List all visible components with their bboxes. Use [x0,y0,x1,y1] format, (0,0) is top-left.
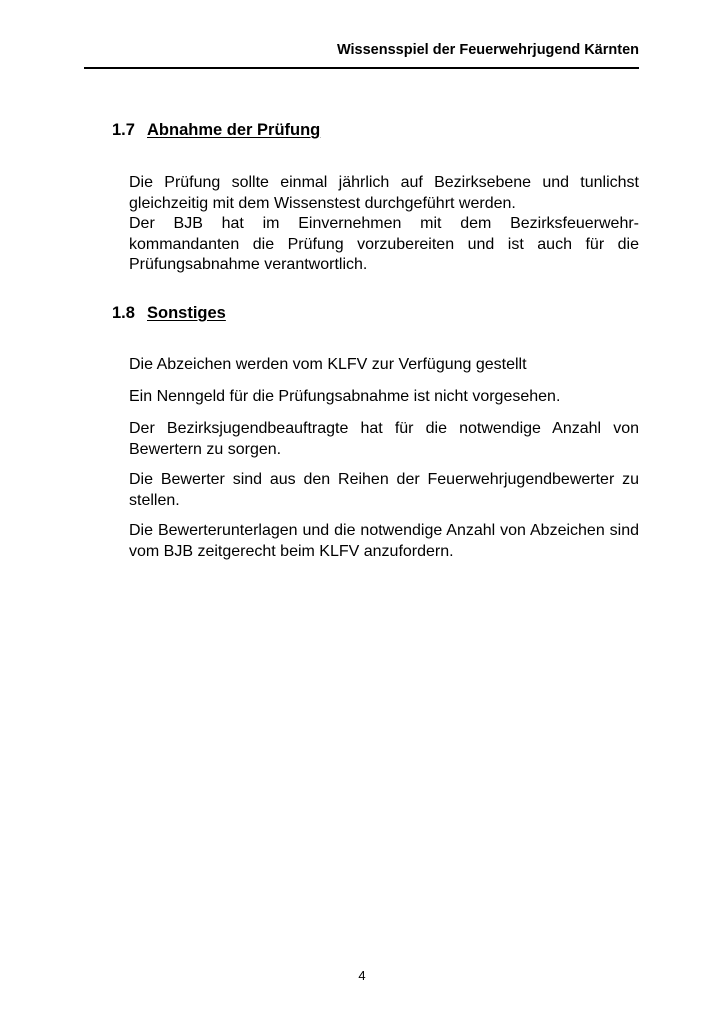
paragraph: Die Abzeichen werden vom KLFV zur Verfügung gestellt [129,356,527,373]
paragraph: Ein Nenngeld für die Prüfungsabnahme ist nicht vorgesehen. [129,388,561,405]
paragraph: Der Bezirksjugendbeauftragte hat für die notwendige Anzahl von Bewertern zu sorgen. [129,420,639,458]
page-number: 4 [358,968,366,983]
header-title: Wissensspiel der Feuerwehrjugend Kärnten [336,42,639,58]
paragraph: Der BJB hat im Einvernehmen mit dem Bezirksfeuerwehr-kommandanten die Prüfung vorzubereiten und ist auch für die Prüfungsabnahme verantwortlich. [129,215,639,273]
section-heading-1-7 [112,120,639,140]
section-title: Sonstiges [147,304,226,322]
section-number: 1.7 [112,121,135,139]
paragraph: Die Bewerterunterlagen und die notwendige Anzahl von Abzeichen sind vom BJB zeitgerecht beim KLFV anzufordern. [129,522,639,560]
page-header [84,30,639,69]
paragraph: Die Bewerter sind aus den Reihen der Feuerwehrjugendbewerter zu stellen. [129,471,639,509]
section-number: 1.8 [112,304,135,322]
section-heading-1-8 [112,303,639,323]
paragraph: Die Prüfung sollte einmal jährlich auf Bezirksebene und tunlichst gleichzeitig mit dem Wissenstest durchgeführt werden. [129,174,639,212]
section-title: Abnahme der Prüfung [147,121,321,139]
